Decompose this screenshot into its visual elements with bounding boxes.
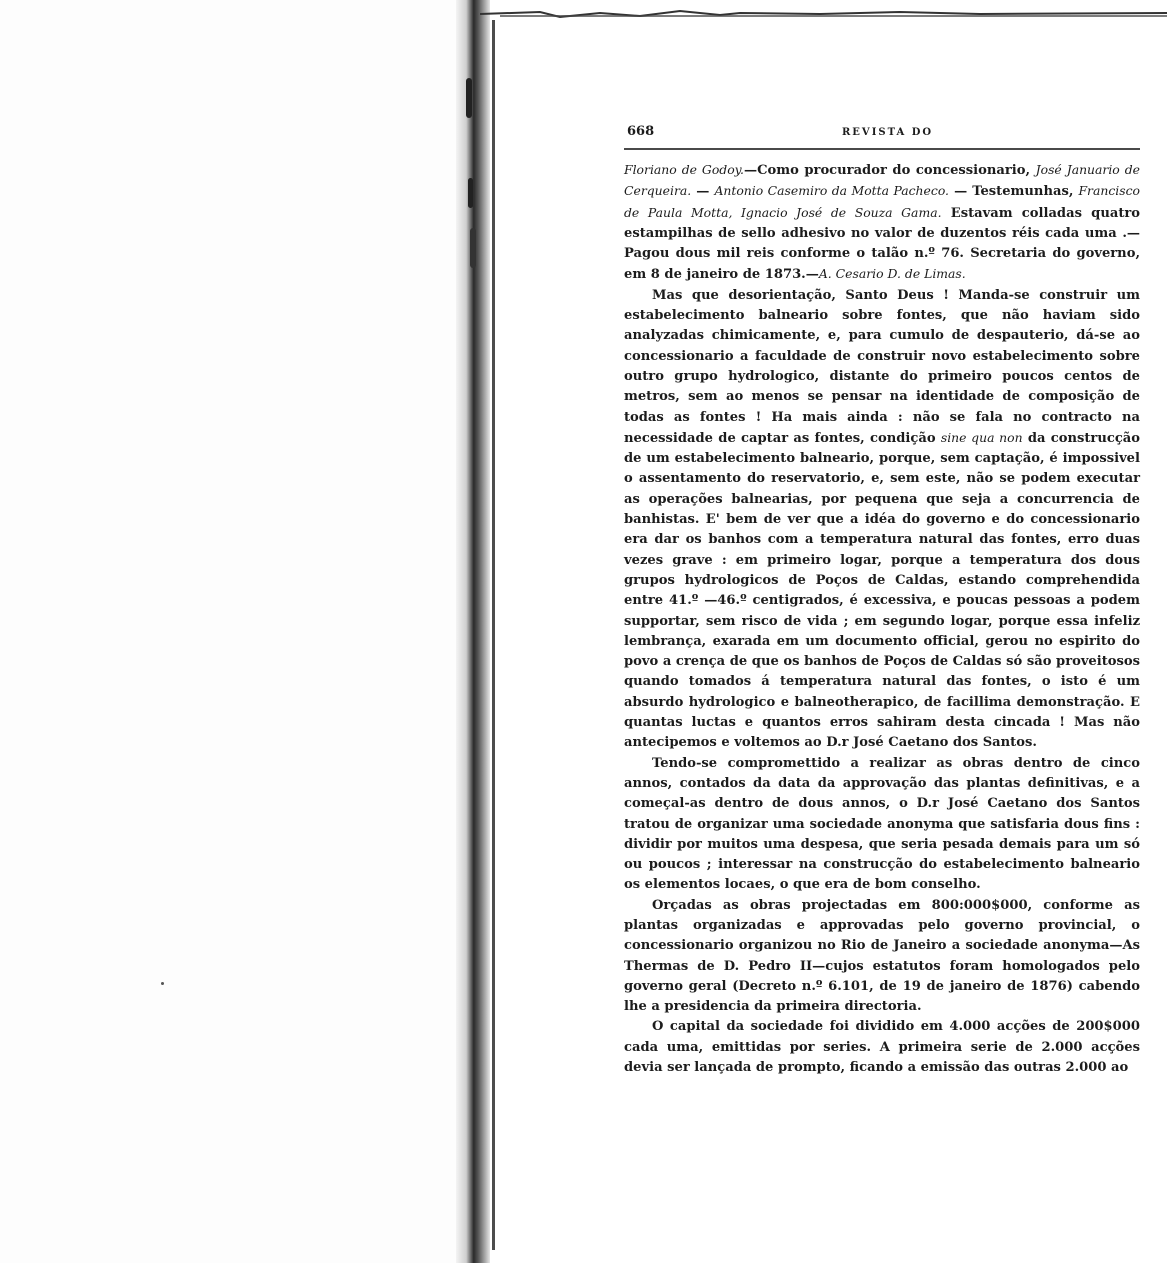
gutter-mark [470, 228, 476, 268]
gutter-mark [468, 178, 473, 208]
paragraph [624, 286, 1140, 754]
gutter-edge-line [492, 20, 495, 1250]
page-number: 668 [627, 124, 655, 139]
paragraph [624, 896, 1140, 1018]
text-run: O capital da sociedade foi dividido em 4.000 acções de 200$000 cada uma, emittidas por series. A primeira serie de 2.000 acções devia ser lançada de prompto, ficando a emissão das outras 2.000 ao [624, 1019, 1140, 1076]
running-title: REVISTA DO [842, 127, 934, 138]
text-run: Tendo-se compromettido a realizar as obras dentro de cinco annos, contados da data da approvação das plantas definitivas, e a começal-as dentro de dous annos, o D.r José Caetano dos Santos tratou de organizar uma sociedade anonyma que satisfaria dous fins : dividir por muitos uma despesa, que seria pesada demais para um só ou poucos ; interessar na construcção do estabelecimento balneario os elementos locaes, o que era de bom conselho. [624, 755, 1140, 893]
italic-run: Francisco de Paula Motta, Ignacio José de Souza Gama. [624, 183, 1141, 220]
italic-run: Floriano de Godoy. [624, 162, 744, 177]
text-run: Mas que desorientação, Santo Deus ! Manda-se construir um estabelecimento balneario sobre fontes, que não haviam sido analyzadas chimicamente, e, para cumulo de despauterio, dá-se ao concessionario a faculdade de construir novo estabelecimento sobre outro grupo hydrologico, distante do primeiro poucos centos de metros, sem ao menos se pensar na identidade de composição de todas as fontes ! Ha mais ainda : não se fala no contracto na necessidade de captar as fontes, condição [624, 287, 1140, 446]
gutter-mark [466, 78, 472, 118]
italic-run: sine qua non [940, 429, 1023, 445]
text-run: — [691, 184, 715, 200]
book-gutter [456, 0, 490, 1263]
body-text [624, 160, 1140, 1078]
paragraph [624, 1017, 1140, 1078]
italic-run: Antonio Casemiro da Motta Pacheco. [714, 183, 949, 199]
italic-run: A. Cesario D. de Limas. [818, 266, 966, 282]
paragraph [624, 160, 1140, 286]
header-rule [624, 148, 1140, 150]
blank-left-page [0, 0, 460, 1263]
running-head [618, 120, 1140, 144]
right-page [618, 120, 1140, 1078]
text-run: Orçadas as obras projectadas em 800:000$000, conforme as plantas organizadas e approvadas pelo governo provincial, o concessionario organizou no Rio de Janeiro a sociedade anonyma—As Thermas de D. Pedro II—cujos estatutos foram homologados pelo governo geral (Decreto n.º 6.101, de 19 de janeiro de 1876) cabendo lhe a presidencia da primeira directoria. [624, 897, 1140, 1015]
top-edge-line [500, 15, 1167, 17]
paragraph [624, 754, 1140, 896]
text-run: —Como procurador do concessionario, [743, 163, 1036, 178]
text-run: Estavam colladas quatro estampilhas de sello adhesivo no valor de duzentos réis cada uma .—Pagou dous mil reis conforme o talão n.º 76. Secretaria do governo, em 8 de janeiro de 1873.— [624, 205, 1141, 283]
italic-run: José Januario de Cerqueira. [624, 162, 1140, 199]
scan-speck [161, 982, 164, 985]
text-run: da construcção de um estabelecimento balneario, porque, sem captação, é impossivel o assentamento do reservatorio, e, sem este, não se podem executar as operações balnearias, por pequena que seja a concurrencia de banhistas. E' bem de ver que a idéa do governo e do concessionario era dar os banhos com a temperatura natural das fontes, erro duas vezes grave : em primeiro logar, porque a temperatura dos dous grupos hydrologicos de Poços de Caldas, estando comprehendida entre 41.º —46.º centigrados, é excessiva, e poucas pessoas a podem supportar, sem risco de vida ; em segundo logar, porque essa infeliz lembrança, exarada em um documento official, gerou no espirito do povo a crença de que os banhos de Poços de Caldas só são proveitosos quando tomados á temperatura natural das fontes, o isto é um absurdo hydrologico e balneotherapico, de facillima demonstração. E quantas luctas e quantos erros sahiram desta cincada ! Mas não antecipemos e voltemos ao D.r José Caetano dos Santos. [624, 430, 1141, 751]
text-run: — Testemunhas, [949, 184, 1079, 200]
